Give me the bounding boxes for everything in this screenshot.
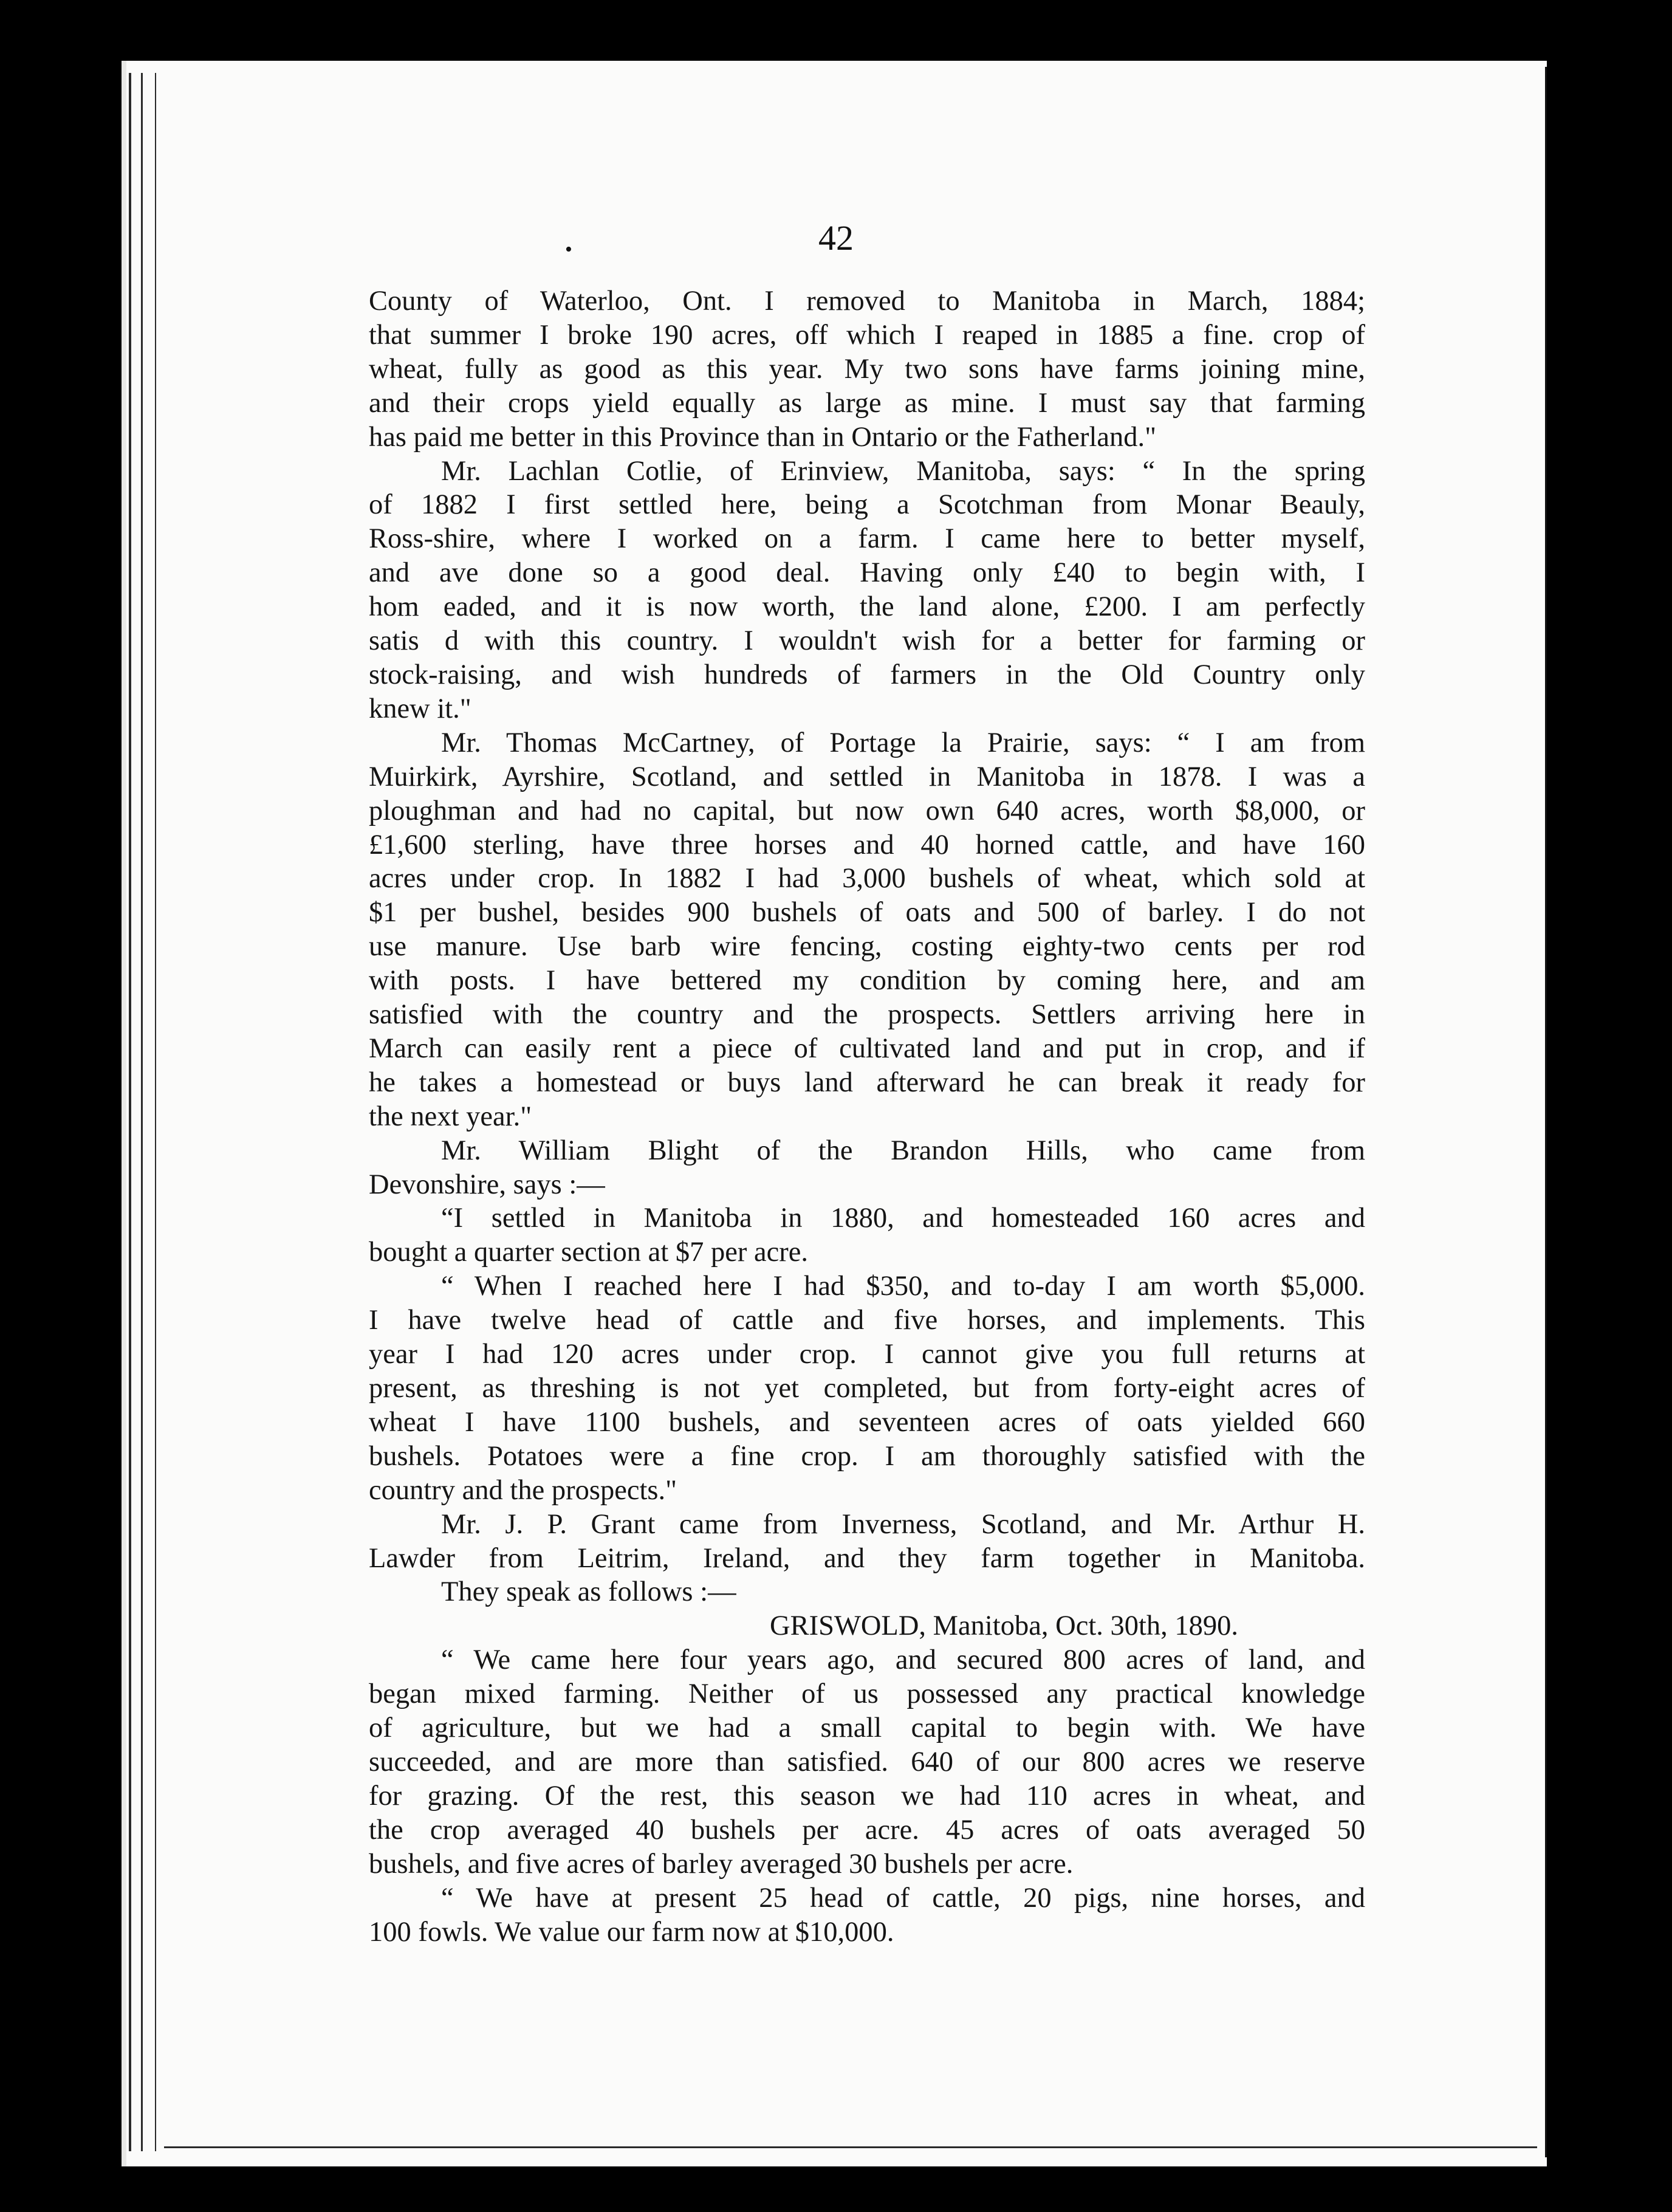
text-line: for grazing. Of the rest, this season we had 110 acres in wheat, and <box>369 1780 1365 1812</box>
text-line: Muirkirk, Ayrshire, Scotland, and settled in Manitoba in 1878. I was a <box>369 761 1365 792</box>
page-edge-shadow <box>155 73 156 2151</box>
text-line: Devonshire, says :— <box>369 1169 605 1200</box>
text-line: $1 per bushel, besides 900 bushels of oats and 500 of barley. I do not <box>369 897 1365 929</box>
text-line: satis d with this country. I wouldn't wish for a better for farming or <box>369 625 1365 657</box>
page-edge-shadow <box>129 73 131 2151</box>
text-line: March can easily rent a piece of cultivated land and put in crop, and if <box>369 1032 1365 1064</box>
text-line: succeeded, and are more than satisfied. 640 of our 800 acres we reserve <box>369 1746 1365 1777</box>
text-line: £1,600 sterling, have three horses and 40 horned cattle, and have 160 <box>369 829 1365 860</box>
text-line: and their crops yield equally as large as mine. I must say that farming <box>369 387 1365 419</box>
text-line: “ We came here four years ago, and secured 800 acres of land, and <box>441 1644 1365 1676</box>
text-line: with posts. I have bettered my condition by coming here, and am <box>369 965 1365 997</box>
text-line: country and the prospects." <box>369 1474 677 1506</box>
body-text <box>369 284 1365 1949</box>
text-line: Mr. J. P. Grant came from Inverness, Scotland, and Mr. Arthur H. <box>441 1508 1365 1540</box>
text-line: hom eaded, and it is now worth, the land alone, £200. I am perfectly <box>369 591 1365 623</box>
text-line: wheat I have 1100 bushels, and seventeen acres of oats yielded 660 <box>369 1406 1365 1438</box>
text-line: Ross-shire, where I worked on a farm. I came here to better myself, <box>369 523 1365 555</box>
text-line: ploughman and had no capital, but now own 640 acres, worth $8,000, or <box>369 795 1365 826</box>
text-line: “ We have at present 25 head of cattle, 20 pigs, nine horses, and <box>441 1882 1365 1914</box>
page-edge-bottom <box>164 2146 1537 2148</box>
text-line: wheat, fully as good as this year. My two sons have farms joining mine, <box>369 353 1365 385</box>
text-line: Mr. Lachlan Cotlie, of Erinview, Manitoba, says: “ In the spring <box>441 455 1365 487</box>
text-line: of agriculture, but we had a small capital to begin with. We have <box>369 1712 1365 1744</box>
text-line: They speak as follows :— <box>441 1576 736 1608</box>
text-line: he takes a homestead or buys land afterward he can break it ready for <box>369 1066 1365 1098</box>
text-line: “I settled in Manitoba in 1880, and homesteaded 160 acres and <box>441 1203 1365 1234</box>
text-line: the crop averaged 40 bushels per acre. 45 acres of oats averaged 50 <box>369 1814 1365 1846</box>
text-line: County of Waterloo, Ont. I removed to Manitoba in March, 1884; <box>369 286 1365 317</box>
page-edge-right <box>1545 67 1547 2157</box>
text-line: “ When I reached here I had $350, and to-day I am worth $5,000. <box>441 1271 1365 1302</box>
text-line: use manure. Use barb wire fencing, costing eighty-two cents per rod <box>369 931 1365 963</box>
text-line: satisfied with the country and the prospects. Settlers arriving here in <box>369 999 1365 1031</box>
text-line: of 1882 I first settled here, being a Scotchman from Monar Beauly, <box>369 489 1365 521</box>
text-line: Lawder from Leitrim, Ireland, and they farm together in Manitoba. <box>369 1542 1365 1574</box>
text-line: bushels, and five acres of barley averaged 30 bushels per acre. <box>369 1848 1074 1880</box>
text-line: Mr. Thomas McCartney, of Portage la Prairie, says: “ I am from <box>441 727 1365 758</box>
text-line: bought a quarter section at $7 per acre. <box>369 1237 809 1268</box>
page-number: 42 <box>818 218 854 258</box>
text-line: 100 fowls. We value our farm now at $10,000. <box>369 1916 894 1948</box>
text-line: began mixed farming. Neither of us possessed any practical knowledge <box>369 1678 1365 1710</box>
text-line: and ave done so a good deal. Having only £40 to begin with, I <box>369 557 1365 589</box>
text-line: GRISWOLD, Manitoba, Oct. 30th, 1890. <box>770 1610 1239 1642</box>
text-line: has paid me better in this Province than in Ontario or the Fatherland." <box>369 421 1157 453</box>
text-line: acres under crop. In 1882 I had 3,000 bushels of wheat, which sold at <box>369 863 1365 895</box>
text-line: that summer I broke 190 acres, off which I reaped in 1885 a fine. crop of <box>369 319 1365 351</box>
page-edge-shadow <box>141 73 143 2151</box>
text-line: bushels. Potatoes were a fine crop. I am thoroughly satisfied with the <box>369 1440 1365 1472</box>
text-line: year I had 120 acres under crop. I cannot give you full returns at <box>369 1339 1365 1370</box>
text-line: Mr. William Blight of the Brandon Hills, who came from <box>441 1135 1365 1166</box>
text-line: the next year." <box>369 1101 532 1132</box>
text-line: I have twelve head of cattle and five horses, and implements. This <box>369 1305 1365 1336</box>
print-mark: • <box>565 238 572 261</box>
text-line: knew it." <box>369 693 471 724</box>
text-line: present, as threshing is not yet completed, but from forty-eight acres of <box>369 1373 1365 1404</box>
text-line: stock-raising, and wish hundreds of farmers in the Old Country only <box>369 659 1365 690</box>
